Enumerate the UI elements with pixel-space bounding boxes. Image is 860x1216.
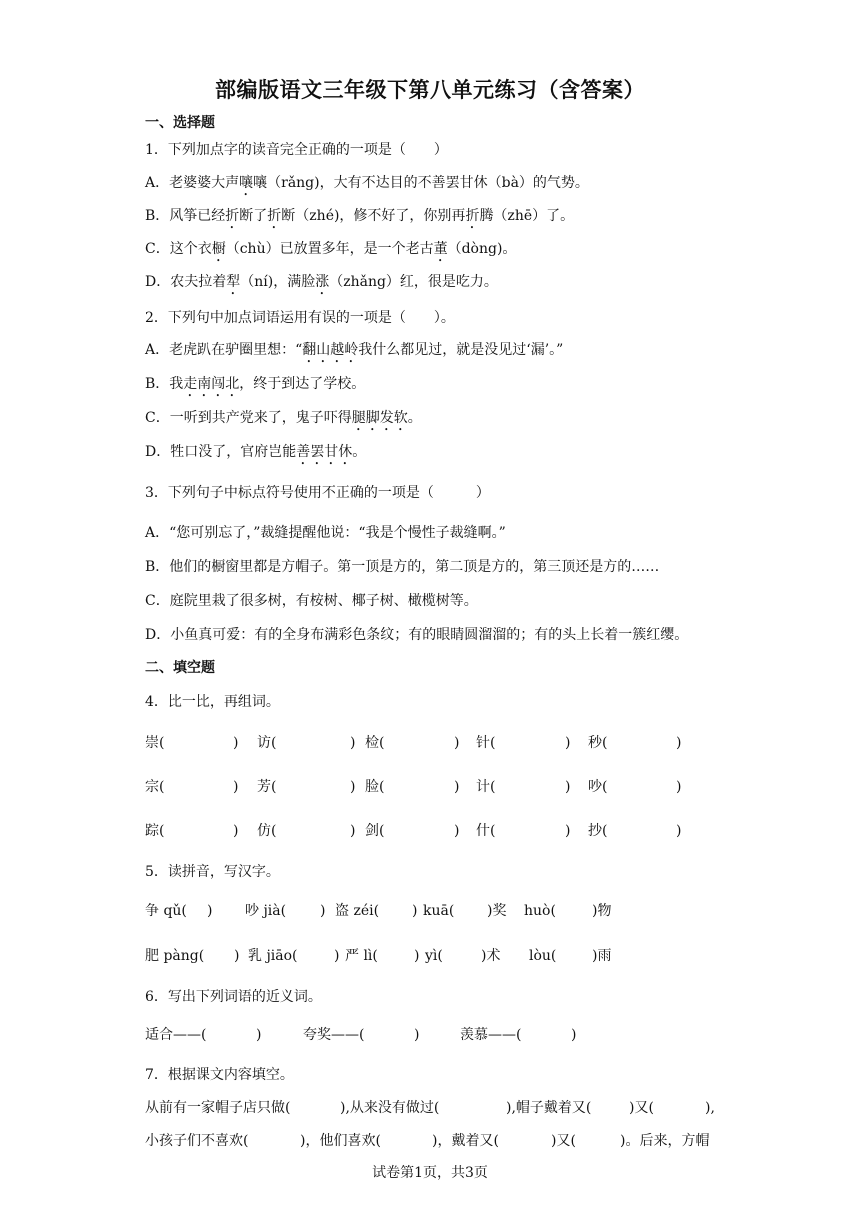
pinyin-cell: yì( bbox=[425, 948, 443, 964]
passage-text: )又( bbox=[629, 1100, 654, 1116]
passage-text: ),帽子戴着又( bbox=[506, 1100, 592, 1116]
passage-text: )。后来，方帽 bbox=[620, 1133, 710, 1149]
pinyin-cell-close: ) bbox=[414, 948, 420, 964]
passage-text: )，戴着又( bbox=[432, 1133, 499, 1149]
word-cell: 脸( bbox=[365, 779, 385, 795]
option-text: C．一听到共产党来了，鬼子吓得 bbox=[145, 410, 352, 426]
word-cell: 崇( bbox=[145, 735, 165, 751]
page-title: 部编版语文三年级下第八单元练习（含答案） bbox=[215, 78, 645, 102]
question-1-option-d bbox=[145, 272, 498, 298]
page-footer: 试卷第1页，共3页 bbox=[372, 1165, 488, 1181]
question-1-option-c bbox=[145, 239, 516, 265]
pinyin-cell: lòu( bbox=[529, 948, 557, 964]
question-2-option-a bbox=[145, 340, 563, 366]
pinyin-cell-close: ) bbox=[207, 903, 213, 919]
question-1-option-b bbox=[145, 206, 574, 232]
word-cell: 踪( bbox=[145, 823, 165, 839]
question-2-stem: 2．下列句中加点词语运用有误的一项是（ ）。 bbox=[145, 310, 455, 326]
pinyin-cell-close: )物 bbox=[592, 903, 612, 919]
option-text: D．农夫拉着 bbox=[145, 274, 227, 290]
question-3-stem: 3．下列句子中标点符号使用不正确的一项是（ ） bbox=[145, 485, 490, 501]
question-3-option-c: C．庭院里栽了很多树，有桉树、椰子树、橄榄树等。 bbox=[145, 593, 478, 609]
passage-text: ), bbox=[705, 1100, 715, 1116]
dotted-char: 橱 bbox=[211, 241, 226, 257]
section-heading-fill: 二、填空题 bbox=[145, 660, 215, 676]
dotted-char: 折 bbox=[465, 208, 480, 224]
option-text: 嚷（rǎng)，大有不达目的不善罢甘休（bà）的气势。 bbox=[253, 175, 589, 191]
word-cell-close: ) bbox=[350, 735, 356, 751]
word-cell: 计( bbox=[476, 779, 496, 795]
pinyin-cell: huò( bbox=[524, 903, 556, 919]
synonym-cell-close: ) bbox=[256, 1027, 262, 1043]
question-3-option-a: A．“您可别忘了，”裁缝提醒他说：“我是个慢性子裁缝啊。” bbox=[145, 525, 506, 541]
pinyin-cell: kuā( bbox=[423, 903, 455, 919]
word-cell-close: ) bbox=[233, 823, 239, 839]
dotted-char: 折 bbox=[267, 208, 282, 224]
passage-text: 从前有一家帽子店只做( bbox=[145, 1100, 291, 1116]
question-3-option-b: B．他们的橱窗里都是方帽子。第一顶是方的，第二顶是方的，第三顶还是方的…… bbox=[145, 559, 660, 575]
pinyin-cell-close: )雨 bbox=[592, 948, 612, 964]
question-1-stem: 1．下列加点字的读音完全正确的一项是（ ） bbox=[145, 142, 448, 158]
word-cell: 吵( bbox=[588, 779, 608, 795]
synonym-cell-close: ) bbox=[571, 1027, 577, 1043]
word-cell-close: ) bbox=[454, 779, 460, 795]
option-text: （ní)，满脸 bbox=[240, 274, 316, 290]
passage-text: ),从来没有做过( bbox=[340, 1100, 440, 1116]
word-cell-close: ) bbox=[565, 779, 571, 795]
pinyin-cell: 争 qǔ( bbox=[145, 903, 187, 919]
word-cell-close: ) bbox=[233, 735, 239, 751]
question-1-option-a bbox=[145, 173, 589, 199]
option-text: 断了 bbox=[239, 208, 268, 224]
question-2-option-d bbox=[145, 442, 366, 468]
dotted-char: 犁 bbox=[226, 274, 241, 290]
option-text: A．老婆婆大声 bbox=[145, 175, 240, 191]
pinyin-cell: 严 lì( bbox=[345, 948, 378, 964]
question-2-option-c bbox=[145, 408, 422, 434]
word-cell: 针( bbox=[476, 735, 496, 751]
synonym-cell: 羡慕——( bbox=[460, 1027, 522, 1043]
passage-text: )，他们喜欢( bbox=[300, 1133, 381, 1149]
question-4-stem: 4．比一比，再组词。 bbox=[145, 694, 280, 710]
word-cell: 仿( bbox=[257, 823, 277, 839]
word-cell-close: ) bbox=[454, 735, 460, 751]
word-cell: 芳( bbox=[257, 779, 277, 795]
word-cell-close: ) bbox=[233, 779, 239, 795]
question-6-stem: 6．写出下列词语的近义词。 bbox=[145, 989, 322, 1005]
option-text: （chù）已放置多年，是一个老古 bbox=[225, 241, 434, 257]
word-cell: 秒( bbox=[588, 735, 608, 751]
pinyin-cell: 乳 jiāo( bbox=[248, 948, 298, 964]
synonym-cell: 适合——( bbox=[145, 1027, 207, 1043]
pinyin-cell-close: ) bbox=[320, 903, 326, 919]
option-text: C．这个衣 bbox=[145, 241, 212, 257]
word-cell-close: ) bbox=[454, 823, 460, 839]
option-text: D．牲口没了，官府岂能 bbox=[145, 444, 297, 460]
option-text: 断（zhé)，修不好了，你别再 bbox=[281, 208, 466, 224]
pinyin-cell: 吵 jià( bbox=[245, 903, 287, 919]
option-text: 。 bbox=[352, 444, 367, 460]
dotted-char: 嚷 bbox=[239, 175, 254, 191]
section-heading-choice: 一、选择题 bbox=[145, 115, 215, 131]
word-cell-close: ) bbox=[565, 823, 571, 839]
word-cell: 访( bbox=[257, 735, 277, 751]
pinyin-cell-close: )术 bbox=[481, 948, 501, 964]
synonym-cell-close: ) bbox=[414, 1027, 420, 1043]
word-cell: 检( bbox=[365, 735, 385, 751]
question-2-option-b bbox=[145, 374, 365, 400]
passage-text: 小孩子们不喜欢( bbox=[145, 1133, 249, 1149]
pinyin-cell-close: )奖 bbox=[487, 903, 507, 919]
word-cell-close: ) bbox=[565, 735, 571, 751]
pinyin-cell: 盗 zéi( bbox=[335, 903, 380, 919]
word-cell-close: ) bbox=[350, 823, 356, 839]
word-cell-close: ) bbox=[350, 779, 356, 795]
dotted-char: 涨 bbox=[315, 274, 330, 290]
dotted-char: 董 bbox=[433, 241, 448, 257]
dotted-phrase: 翻山越岭 bbox=[302, 342, 359, 358]
word-cell: 抄( bbox=[588, 823, 608, 839]
option-text: （dòng)。 bbox=[447, 241, 517, 257]
word-cell-close: ) bbox=[676, 735, 682, 751]
question-5-stem: 5．读拼音，写汉字。 bbox=[145, 864, 280, 880]
option-text: 腾（zhē）了。 bbox=[479, 208, 575, 224]
dotted-phrase: 善罢甘休 bbox=[296, 444, 353, 460]
pinyin-cell-close: ) bbox=[234, 948, 240, 964]
option-text: 我什么都见过，就是没见过‘漏’。” bbox=[358, 342, 564, 358]
option-text: B．我 bbox=[145, 376, 184, 392]
question-7-stem: 7．根据课文内容填空。 bbox=[145, 1067, 294, 1083]
dotted-phrase: 走南闯北 bbox=[183, 376, 240, 392]
word-cell: 剑( bbox=[365, 823, 385, 839]
word-cell: 宗( bbox=[145, 779, 165, 795]
word-cell-close: ) bbox=[676, 823, 682, 839]
question-3-option-d: D．小鱼真可爱：有的全身布满彩色条纹；有的眼睛圆溜溜的；有的头上长着一簇红缨。 bbox=[145, 627, 689, 643]
option-text: A．老虎趴在驴圈里想：“ bbox=[145, 342, 303, 358]
synonym-cell: 夸奖——( bbox=[303, 1027, 365, 1043]
word-cell: 什( bbox=[476, 823, 496, 839]
pinyin-cell-close: ) bbox=[412, 903, 418, 919]
passage-text: )又( bbox=[551, 1133, 576, 1149]
option-text: B．风筝已经 bbox=[145, 208, 226, 224]
dotted-char: 折 bbox=[225, 208, 240, 224]
pinyin-cell-close: ) bbox=[334, 948, 340, 964]
option-text: （zhǎng）红，很是吃力。 bbox=[329, 274, 498, 290]
option-text: 。 bbox=[407, 410, 422, 426]
pinyin-cell: 肥 pàng( bbox=[145, 948, 205, 964]
option-text: ，终于到达了学校。 bbox=[239, 376, 366, 392]
dotted-phrase: 腿脚发软 bbox=[351, 410, 408, 426]
word-cell-close: ) bbox=[676, 779, 682, 795]
